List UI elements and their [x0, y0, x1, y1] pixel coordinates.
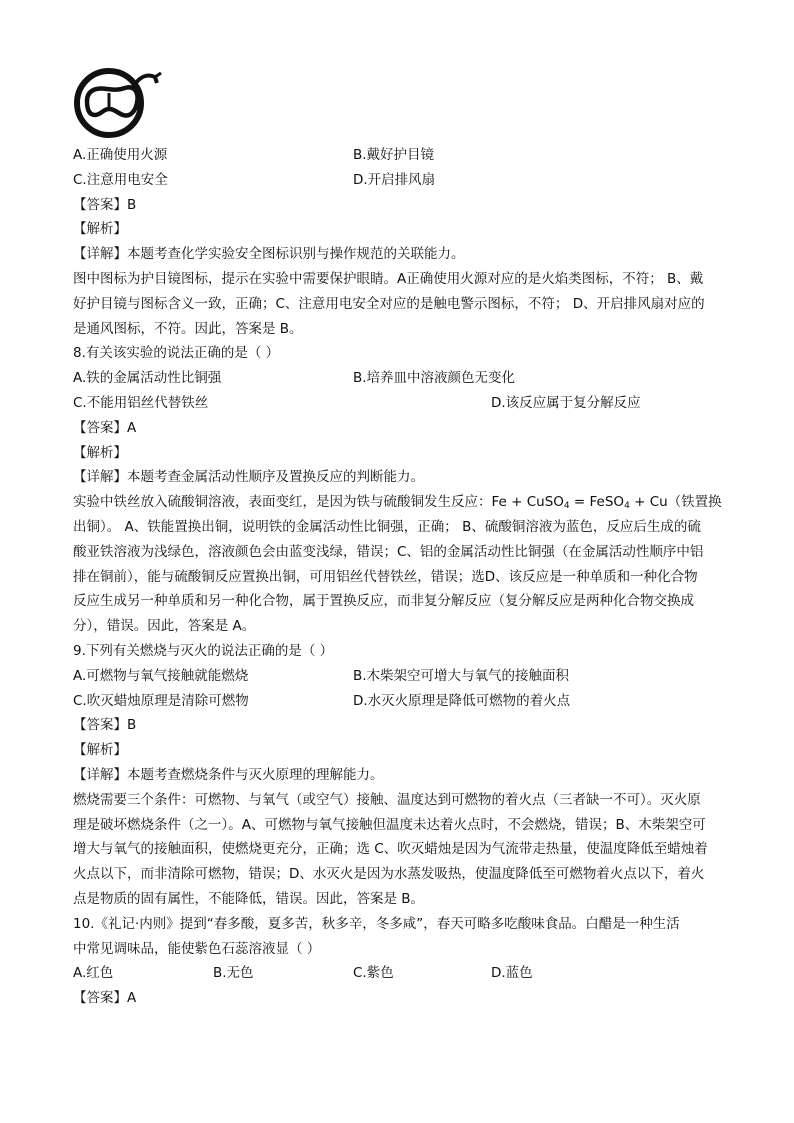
q8-detail-line: 排在铜前），能与硫酸铜反应置换出铜，可用铝丝代替铁丝，错误；选D、该反应是一种单质和一种化合物 — [73, 568, 698, 585]
q9-analysis-label: 【解析】 — [73, 742, 127, 759]
q8-option-c: C.不能用铝丝代替铁丝 — [73, 394, 209, 411]
q10-stem-line: 10.《礼记·内则》提到“春多酸，夏多苦，秋多辛，冬多咸”，春天可略多吃酸味食品。白醋是一种生活 — [73, 915, 680, 932]
q9-answer: 【答案】B — [73, 717, 137, 734]
q7-detail-line: 是通风图标，不符。因此，答案是 B。 — [73, 320, 303, 337]
q10-option-d: D.蓝色 — [491, 965, 533, 982]
q9-option-d: D.水灭火原理是降低可燃物的着火点 — [353, 692, 571, 709]
q8-equation-line — [73, 490, 723, 515]
q8-eq-sub2: 4 — [624, 501, 630, 512]
q9-option-b: B.木柴架空可增大与氧气的接触面积 — [353, 667, 570, 684]
q8-detail-line: 出铜）。 A、铁能置换出铜，说明铁的金属活动性比铜强，正确； B、硫酸铜溶液为蓝色，反应后生成的硫 — [73, 518, 701, 535]
q10-options-row — [73, 961, 723, 986]
q8-option-a: A.铁的金属活动性比铜强 — [73, 370, 222, 387]
q9-detail-line: 燃烧需要三个条件：可燃物、与氧气（或空气）接触、温度达到可燃物的着火点（三者缺一不可）。灭火原 — [73, 791, 701, 808]
safety-goggles-icon — [73, 63, 163, 141]
q7-detail-line: 图中图标为护目镜图标，提示在实验中需要保护眼睛。A正确使用火源对应的是火焰类图标，不符； B、戴 — [73, 270, 704, 287]
q9-detail-line: 点是物质的固有属性，不能降低，错误。因此，答案是 B。 — [73, 890, 425, 907]
question-7-block — [73, 143, 723, 1011]
q9-options-row-1 — [73, 664, 723, 689]
q7-option-a: A.正确使用火源 — [73, 147, 168, 163]
q8-eq-pre: 实验中铁丝放入硫酸铜溶液，表面变红，是因为铁与硫酸铜发生反应：Fe + CuSO — [73, 494, 564, 511]
q8-detail-head: 【详解】本题考查金属活动性顺序及置换反应的判断能力。 — [73, 469, 424, 486]
q7-option-b: B.戴好护目镜 — [353, 147, 435, 163]
q8-eq-mid: = FeSO — [569, 494, 625, 511]
q9-detail-line: 火点以下，而非清除可燃物，错误；D、水灭火是因为水蒸发吸热，使温度降低至可燃物着火点以下，着火 — [73, 866, 705, 883]
q8-answer: 【答案】A — [73, 419, 137, 436]
q7-option-c: C.注意用电安全 — [73, 171, 168, 188]
q7-analysis-label: 【解析】 — [73, 221, 127, 238]
q8-stem: 8.有关该实验的说法正确的是（ ） — [73, 345, 280, 362]
q8-options-row-2 — [73, 391, 723, 416]
q10-stem-line: 中常见调味品，能使紫色石蕊溶液显（ ） — [73, 940, 321, 957]
q10-answer: 【答案】A — [73, 990, 137, 1007]
q7-options-row-1 — [73, 143, 723, 168]
q8-analysis-label: 【解析】 — [73, 444, 127, 461]
q7-option-d: D.开启排风扇 — [353, 171, 436, 188]
q9-detail-line: 理是破坏燃烧条件（之一）。A、可燃物与氧气接触但温度未达着火点时，不会燃烧，错误；B、木柴架空可 — [73, 816, 706, 833]
q7-options-row-2 — [73, 168, 723, 193]
q7-detail-head: 【详解】本题考查化学实验安全图标识别与操作规范的关联能力。 — [73, 246, 465, 263]
q7-detail-line: 好护目镜与图标含义一致，正确；C、注意用电安全对应的是触电警示图标，不符； D、开启排风扇对应的 — [73, 295, 705, 312]
q8-eq-post: + Cu（铁置换 — [629, 494, 722, 511]
q8-eq-sub1: 4 — [563, 501, 570, 512]
q9-options-row-2 — [73, 689, 723, 714]
q8-options-row-1 — [73, 366, 723, 391]
q8-option-b: B.培养皿中溶液颜色无变化 — [353, 370, 516, 387]
q8-option-d: D.该反应属于复分解反应 — [491, 394, 641, 411]
q9-option-c: C.吹灭蜡烛原理是清除可燃物 — [73, 692, 249, 709]
q9-detail-head: 【详解】本题考查燃烧条件与灭火原理的理解能力。 — [73, 766, 384, 783]
q9-option-a: A.可燃物与氧气接触就能燃烧 — [73, 667, 249, 684]
q8-detail-line: 反应生成另一种单质和另一种化合物，属于置换反应，而非复分解反应（复分解反应是两种化合物交换成 — [73, 593, 694, 610]
q10-option-b: B.无色 — [213, 965, 254, 982]
q10-option-c: C.紫色 — [353, 965, 394, 982]
q9-stem: 9.下列有关燃烧与灭火的说法正确的是（ ） — [73, 642, 334, 659]
q7-answer: 【答案】B — [73, 196, 137, 213]
q9-detail-line: 增大与氧气的接触面积，使燃烧更充分，正确；选 C、吹灭蜡烛是因为气流带走热量，使温度降低至蜡烛着 — [73, 841, 708, 858]
q8-detail-line: 酸亚铁溶液为浅绿色，溶液颜色会由蓝变浅绿，错误；C、铝的金属活动性比铜强（在金属活动性顺序中铝 — [73, 543, 704, 560]
q8-detail-line: 分），错误。因此，答案是 A。 — [73, 618, 256, 635]
q10-option-a: A.红色 — [73, 965, 114, 982]
